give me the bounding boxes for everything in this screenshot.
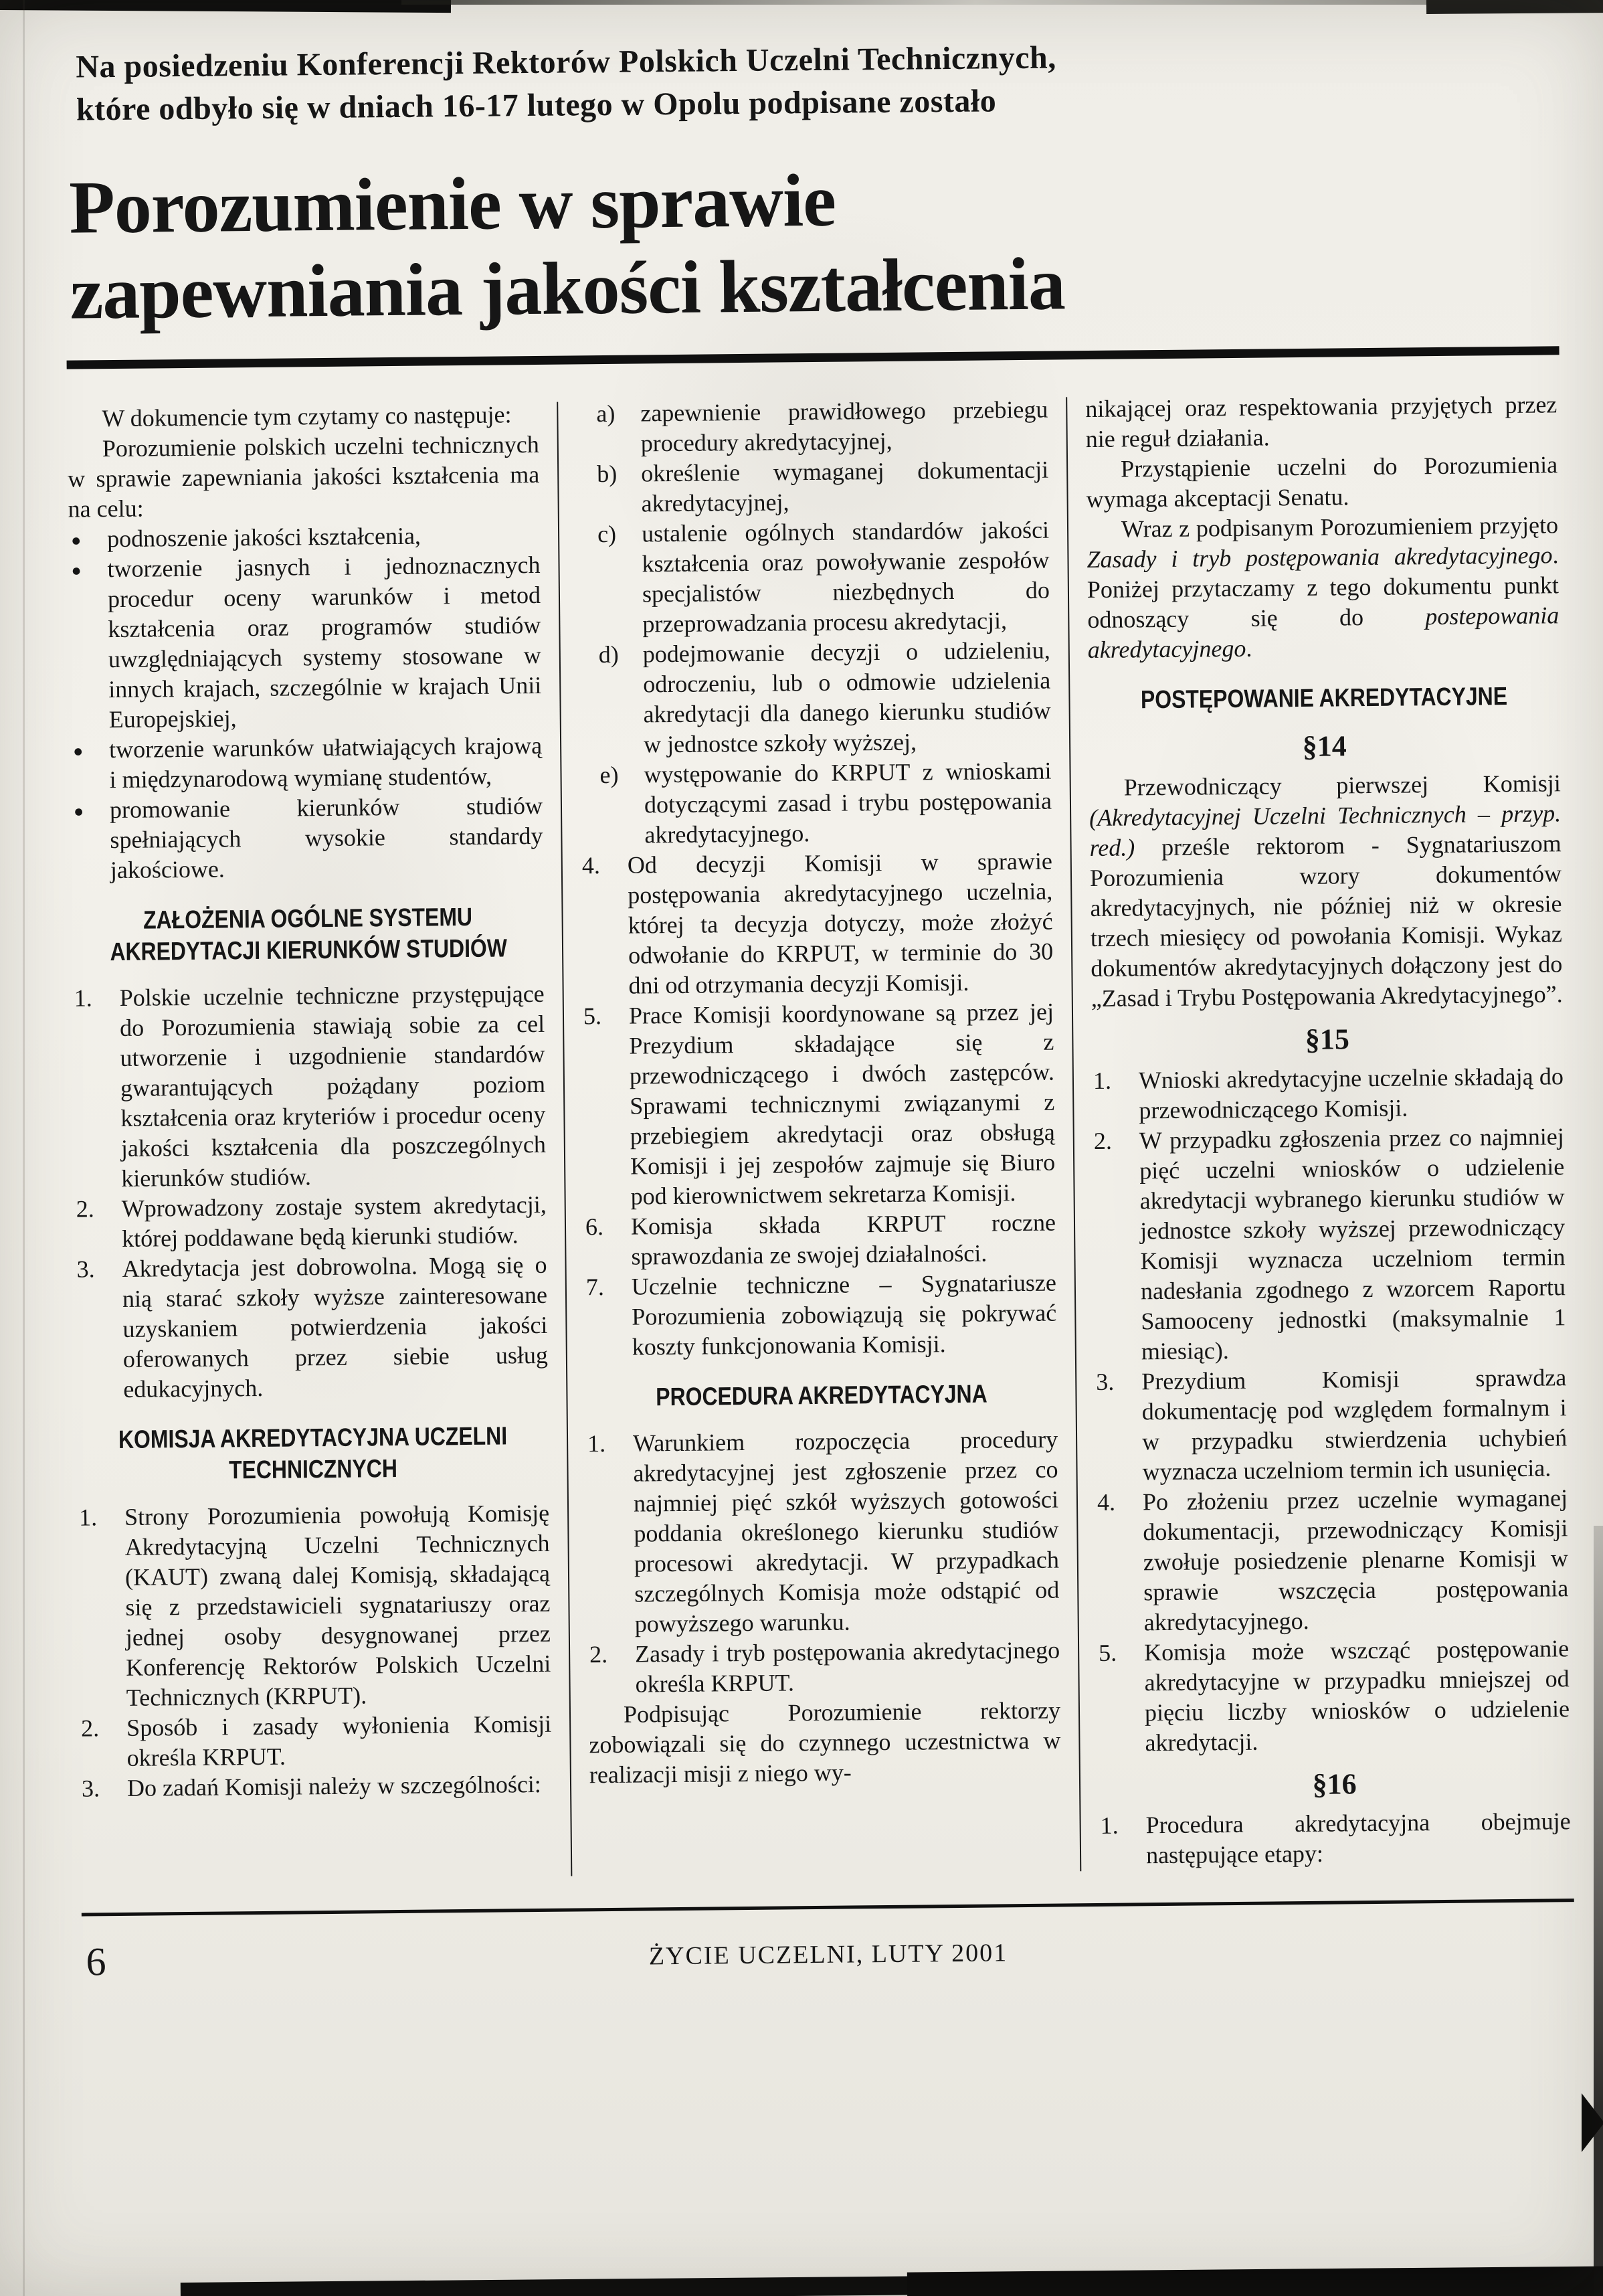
scan-edge-artifact: [401, 0, 1445, 5]
list-text: Strony Porozumienia powołują Komisję Akredytacyjną Uczelni Technicznych (KAUT) zwaną dalej Komisją, składającą się z przedstawicieli sygnatariuszy oraz jednej osoby desygnowanej przez Konferencję Rektorów Polskich Uczelni Technicznych (KRPUT).: [124, 1499, 551, 1711]
list-item: [1093, 1122, 1566, 1367]
list-marker: 2.: [589, 1641, 608, 1668]
list-item: [75, 1250, 548, 1405]
list-text: Zasady i tryb postępowania akredytacjnego określa KRPUT.: [634, 1636, 1060, 1698]
list-text: Polskie uczelnie techniczne przystępujące do Porozumienia stawiają sobie za cel utworzenie i uzgodnienie standardów gwarantujących pożądany poziom kształcenia oraz kryteriów i procedur oceny jakości kształcenia dla poszczególnych kierunków studiów.: [119, 980, 547, 1192]
page-footer: [82, 1898, 1575, 1996]
paragraph-italic: (Akredytacyjnej Uczelni Technicznych – przyp. red.): [1089, 800, 1562, 862]
list-text: Komisja składa KRPUT roczne sprawozdania ze swojej działalności.: [630, 1209, 1056, 1270]
section-heading-line: TECHNICZNYCH: [228, 1455, 398, 1485]
list-text: W przypadku zgłoszenia przez co najmniej pięć uczelni wniosków o udzielenie akredytacji wybranego kierunku studiów w jednostce szkoły wyższej przewodniczący Komisji wyznacza uczelniom termin nadesłania zgodnego z wzorcem Raportu Samooceny jednostki (maksymalnie 1 miesiąc).: [1139, 1123, 1566, 1365]
list-marker: 2.: [76, 1195, 94, 1223]
scan-edge-artifact: [1594, 1526, 1603, 2296]
list-text: Akredytacja jest dobrowolna. Mogą się o nią starać szkoły wyższe zainteresowane uzyskaniem potwierdzenia jakości oferowanych przez siebie usług edukacyjnych.: [122, 1251, 549, 1403]
bullet-text: tworzenie warunków ułatwiających krajową i międzynarodową wymianę studentów,: [108, 731, 543, 794]
column-3: [1085, 389, 1571, 1871]
numbered-list: [72, 979, 548, 1405]
list-item: [579, 636, 1052, 761]
list-text: występowanie do KRPUT z wnioskami dotyczącymi zasad i trybu postępowania akredytacyjnego.: [644, 757, 1052, 849]
article-columns: [67, 389, 1574, 1880]
footer-rule: [82, 1898, 1574, 1916]
paragraph: nikającej oraz respektowania przyjętych przez nie reguł działania.: [1085, 391, 1558, 453]
list-marker: 3.: [76, 1255, 95, 1283]
page-content: [64, 31, 1575, 1996]
bullet-item: [68, 550, 542, 735]
list-item: [80, 1709, 552, 1774]
list-item: [577, 455, 1049, 520]
list-item: [581, 847, 1054, 1002]
numbered-list: [1099, 1806, 1571, 1871]
list-text: Wprowadzony zostaje system akredytacji, której poddawane będą kierunki studiów.: [121, 1190, 547, 1252]
list-item: [584, 1208, 1056, 1273]
list-item: [1097, 1633, 1570, 1759]
paragraph: [1089, 768, 1563, 1014]
paragraph-text: Wraz z podpisanym Porozumieniem przyjęto: [1121, 511, 1559, 543]
list-item: [1092, 1061, 1564, 1126]
list-item: [585, 1268, 1057, 1363]
paragraph: [1087, 510, 1560, 665]
section-heading-line: POSTĘPOWANIE AKREDYTACYJNE: [1140, 683, 1508, 715]
kicker-line2: które odbyło się w dniach 16-17 lutego w Opolu podpisane zostało: [76, 83, 997, 128]
section-heading-line: AKREDYTACJI KIERUNKÓW STUDIÓW: [110, 934, 508, 967]
list-item: [1095, 1362, 1568, 1488]
footer-row: [82, 1922, 1575, 1996]
list-text: Po złożeniu przez uczelnie wymaganej dokumentacji, przewodniczący Komisji zwołuje posiedzenie plenarne Komisji w sprawie wszczęcia postępowania akredytacyjnego.: [1142, 1484, 1569, 1636]
numbered-list: [581, 847, 1057, 1363]
bullet-item: [71, 791, 543, 886]
list-marker: 1.: [1100, 1812, 1119, 1839]
numbered-list: [78, 1498, 552, 1804]
list-marker: 7.: [585, 1273, 605, 1301]
list-marker: 2.: [80, 1714, 100, 1742]
paragraph-text: prześle rektorom - Sygnatariuszom Porozumienia wzory dokumentów akredytacyjnych, nie później niż w okresie trzech miesięcy od powołania Komisji. Wykaz dokumentów akredytacyjnych dołączony jest do „Zasad i Trybu Postępowania Akredytacyjnego”.: [1089, 830, 1563, 1012]
list-marker: 3.: [1096, 1368, 1115, 1395]
list-text: ustalenie ogólnych standardów jakości kształcenia oraz powoływanie zespołów specjalistów niezbędnych do przeprowadzania procesu akredytacji,: [641, 516, 1050, 638]
list-text: Komisja może wszcząć postępowanie akredytacyjne w przypadku mniejszej od pięciu liczby wniosków o udzielenie akredytacji.: [1143, 1635, 1570, 1757]
numbered-list: [1092, 1061, 1570, 1759]
bullet-item: [68, 520, 540, 555]
list-text: Procedura akredytacyjna obejmuje następujące etapy:: [1145, 1807, 1571, 1869]
section-heading-line: ZAŁOŻENIA OGÓLNE SYSTEMU: [143, 903, 473, 935]
list-item: [577, 515, 1050, 640]
bullet-item: [70, 731, 543, 796]
paragraph-number-heading: §14: [1302, 729, 1347, 763]
list-item: [579, 756, 1052, 851]
paragraph-number-heading: §16: [1312, 1767, 1357, 1801]
lettered-list: [576, 395, 1052, 851]
list-marker: 6.: [585, 1213, 604, 1241]
column-divider: [557, 402, 572, 1876]
paragraph-italic: Zasady i tryb postępowania akredytacyjnego: [1087, 541, 1553, 573]
scan-edge-artifact: [181, 2270, 1603, 2296]
list-marker: 2.: [1093, 1127, 1113, 1155]
list-text: Od decyzji Komisji w sprawie postępowania akredytacyjnego uczelnia, której ta decyzja dotyczy, może złożyć odwołanie do KRPUT, w terminie do 30 dni od otrzymania decyzji Komisji.: [627, 847, 1054, 999]
list-item: [1099, 1806, 1571, 1871]
list-text: Warunkiem rozpoczęcia procedury akredytacyjnej jest zgłoszenie przez co najmniej pięć szkół wyższych gotowości poddania określonego kierunku studiów procesowi akredytacji. W przypadkach szczególnych Komisja może odstąpić od powyższego warunku.: [632, 1425, 1060, 1638]
section-heading: [72, 901, 544, 969]
paragraph: Porozumienie polskich uczelni technicznych w sprawie zapewniania jakości kształcenia ma na celu:: [68, 430, 540, 523]
list-item: [586, 1425, 1060, 1640]
list-marker: e): [599, 761, 619, 789]
list-item: [80, 1769, 552, 1804]
bullet-text: promowanie kierunków studiów spełniających wysokie standardy jakościowe.: [109, 792, 543, 884]
list-marker: 5.: [583, 1002, 602, 1030]
list-marker: a): [596, 400, 616, 428]
bullet-list: [68, 520, 543, 886]
paragraph: Przystąpienie uczelni do Porozumienia wymaga akceptacji Senatu.: [1086, 451, 1558, 513]
list-text: podejmowanie decyzji o udzieleniu, odroczeniu, lub o odmowie udzielenia akredytacji dla danego kierunku studiów w jednostce szkoły wyższej,: [642, 636, 1051, 758]
list-text: zapewnienie prawidłowego przebiegu procedury akredytacyjnej,: [640, 395, 1048, 457]
list-text: Prezydium Komisji sprawdza dokumentację pod względem formalnym i w przypadku stwierdzenia uchybień wyznacza uczelniom termin ich usunięcia.: [1141, 1364, 1568, 1486]
column-1: [67, 400, 553, 1881]
page-number: 6: [86, 1939, 106, 1984]
section-heading-line: PROCEDURA AKREDYTACYJNA: [656, 1380, 987, 1412]
continuation-arrow-icon: [1582, 2093, 1603, 2152]
list-text: Sposób i zasady wyłonienia Komisji określa KRPUT.: [126, 1710, 552, 1771]
section-heading-line: KOMISJA AKREDYTACYJNA UCZELNI: [118, 1422, 508, 1455]
journal-title: ŻYCIE UCZELNI, LUTY 2001: [648, 1939, 1008, 1971]
list-marker: 4.: [581, 852, 601, 879]
column-2: [576, 395, 1062, 1876]
headline-line1: Porozumienie w sprawie: [68, 159, 836, 250]
list-marker: 1.: [74, 984, 92, 1012]
kicker-line1: Na posiedzeniu Konferencji Rektorów Polskich Uczelni Technicznych,: [76, 39, 1056, 85]
section-heading: [1088, 681, 1560, 717]
section-heading: [585, 1379, 1057, 1415]
list-item: [1096, 1483, 1569, 1638]
list-item: [576, 395, 1048, 460]
headline-rule: [67, 346, 1560, 369]
paragraph-italic: postepowania akredytacyjnego: [1087, 602, 1560, 664]
paragraph: W dokumencie tym czytamy co następuje:: [102, 401, 512, 432]
list-marker: 4.: [1097, 1488, 1116, 1516]
list-text: Do zadań Komisji należy w szczególności:: [126, 1770, 542, 1801]
kicker: [64, 31, 1557, 131]
list-marker: 5.: [1098, 1639, 1117, 1666]
headline: [65, 151, 1559, 336]
list-text: Wnioski akredytacyjne uczelnie składają do przewodniczącego Komisji.: [1138, 1063, 1564, 1124]
list-item: [588, 1636, 1060, 1700]
scan-edge-artifact: [907, 2266, 1603, 2296]
list-marker: 1.: [587, 1430, 606, 1458]
list-marker: 3.: [81, 1775, 100, 1802]
numbered-list: [586, 1425, 1060, 1700]
list-marker: 1.: [1093, 1067, 1112, 1095]
bullet-text: tworzenie jasnych i jednoznacznych procedur oceny warunków i metod kształcenia oraz programów studiów uwzględniających systemy stosowane w innych krajach, szczególnie w krajach Unii Europejskiej,: [107, 551, 542, 733]
list-item: [72, 979, 546, 1195]
paragraph-number-heading: §15: [1305, 1023, 1350, 1056]
scan-edge-artifact: [0, 0, 451, 13]
paragraph-text: Przewodniczący pierwszej Komisji: [1123, 770, 1561, 801]
column-divider: [1066, 397, 1081, 1871]
scan-edge-artifact: [23, 0, 25, 2296]
list-text: określenie wymaganej dokumentacji akredytacyjnej,: [641, 456, 1049, 517]
list-marker: b): [597, 460, 618, 488]
list-item: [75, 1190, 547, 1255]
list-text: Uczelnie techniczne – Sygnatariusze Porozumienia zobowiązują się pokrywać koszty funkcjonowania Komisji.: [631, 1269, 1057, 1360]
headline-line2: zapewniania jakości kształcenia: [70, 242, 1066, 335]
scan-edge-artifact: [1426, 0, 1603, 14]
section-heading: [77, 1421, 549, 1488]
list-item: [582, 997, 1056, 1213]
paragraph: Podpisując Porozumienie rektorzy zobowiązali się do czynnego uczestnictwa w realizacji misji z niego wy-: [589, 1696, 1061, 1789]
paragraph-text: . Poniżej przytaczamy z tego dokumentu punkt odnoszący się do: [1087, 541, 1560, 634]
list-marker: d): [598, 640, 620, 669]
bullet-text: podnoszenie jakości kształcenia,: [106, 522, 421, 553]
paragraph-text: .: [1246, 634, 1252, 662]
list-marker: c): [597, 520, 617, 548]
list-marker: 1.: [78, 1504, 98, 1531]
list-text: Prace Komisji koordynowane są przez jej Prezydium składające się z przewodniczącego i dwóch zastępców. Sprawami technicznymi związanymi z przebiegiem akredytacji oraz obsługą Komisji i jej zespołów zajmuje się Biuro pod kierownictwem sekretarza Komisji.: [628, 998, 1056, 1210]
list-item: [78, 1498, 551, 1714]
